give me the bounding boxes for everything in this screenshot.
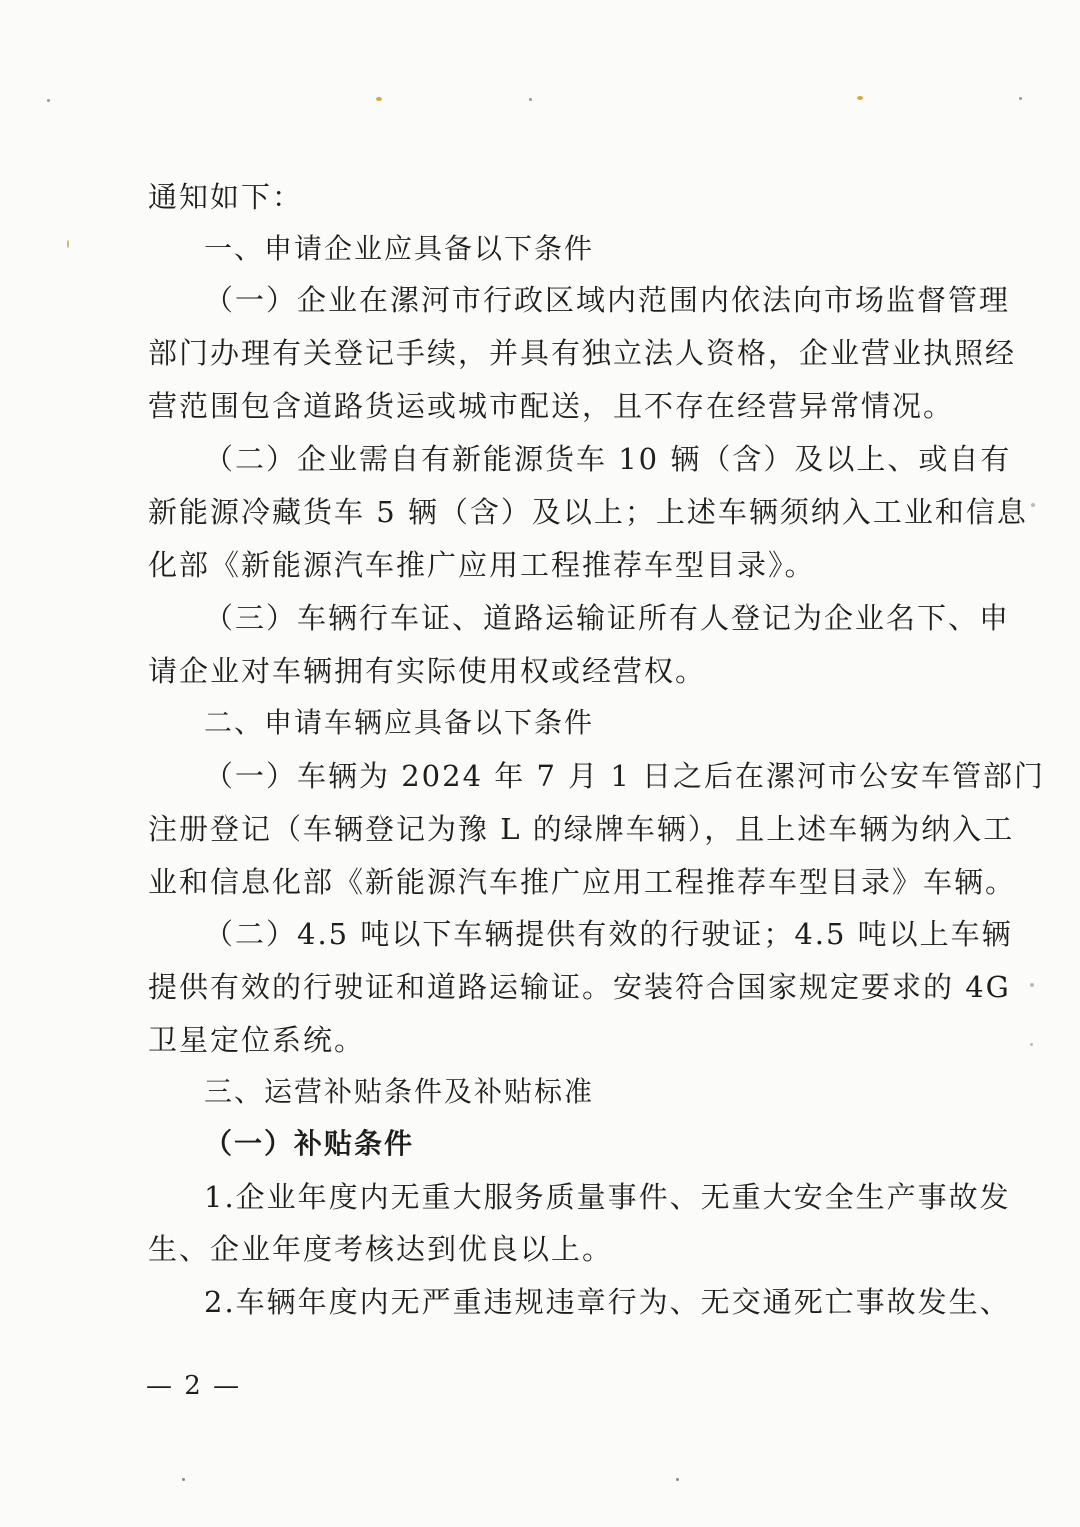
paragraph-line: 提供有效的行驶证和道路运输证。安装符合国家规定要求的 4G xyxy=(148,970,1011,1004)
scan-speck xyxy=(529,98,532,101)
paragraph-line: 新能源冷藏货车 5 辆（含）及以上；上述车辆须纳入工业和信息 xyxy=(148,495,1028,529)
scan-speck xyxy=(67,240,69,248)
paragraph-line: 卫星定位系统。 xyxy=(148,1023,366,1057)
scan-speck xyxy=(1030,983,1034,987)
scan-speck xyxy=(857,96,863,100)
section3-subheading: （一）补贴条件 xyxy=(204,1127,415,1160)
section2-heading: 二、申请车辆应具备以下条件 xyxy=(204,706,595,739)
paragraph-line: （二）企业需自有新能源货车 10 辆（含）及以上、或自有 xyxy=(204,442,1012,476)
section3-heading: 三、运营补贴条件及补贴标准 xyxy=(204,1075,595,1108)
scan-speck xyxy=(376,97,382,101)
paragraph-line: 化部《新能源汽车推广应用工程推荐车型目录》。 xyxy=(148,548,816,582)
scan-speck xyxy=(676,1478,679,1481)
paragraph-line: （一）车辆为 2024 年 7 月 1 日之后在漯河市公安车管部门 xyxy=(204,759,1046,793)
paragraph-line: （三）车辆行车证、道路运输证所有人登记为企业名下、申 xyxy=(204,601,1011,635)
page-number: — 2 — xyxy=(146,1371,242,1401)
paragraph-line: 业和信息化部《新能源汽车推广应用工程推荐车型目录》车辆。 xyxy=(148,865,1017,899)
paragraph-line: 注册登记（车辆登记为豫 L 的绿牌车辆），且上述车辆为纳入工 xyxy=(148,812,1015,846)
paragraph-line: 营范围包含道路货运或城市配送，且不存在经营异常情况。 xyxy=(148,389,955,423)
paragraph-line: （一）企业在漯河市行政区域内范围内依法向市场监督管理 xyxy=(204,283,1011,317)
paragraph-line: 部门办理有关登记手续，并具有独立法人资格，企业营业执照经 xyxy=(148,336,1017,370)
paragraph-line: 生、企业年度考核达到优良以上。 xyxy=(148,1232,614,1266)
scan-speck xyxy=(1030,1043,1033,1046)
scan-speck xyxy=(1031,503,1035,507)
scan-speck xyxy=(182,1478,185,1481)
intro-line: 通知如下： xyxy=(148,180,304,214)
paragraph-line: （二）4.5 吨以下车辆提供有效的行驶证；4.5 吨以上车辆 xyxy=(204,917,1013,951)
scan-speck xyxy=(47,99,50,102)
paragraph-line: 请企业对车辆拥有实际使用权或经营权。 xyxy=(148,654,707,688)
scan-speck xyxy=(1019,97,1022,100)
section1-heading: 一、申请企业应具备以下条件 xyxy=(204,232,595,265)
paragraph-line: 1.企业年度内无重大服务质量事件、无重大安全生产事故发 xyxy=(204,1180,1011,1214)
paragraph-line: 2.车辆年度内无严重违规违章行为、无交通死亡事故发生、 xyxy=(204,1285,1011,1319)
